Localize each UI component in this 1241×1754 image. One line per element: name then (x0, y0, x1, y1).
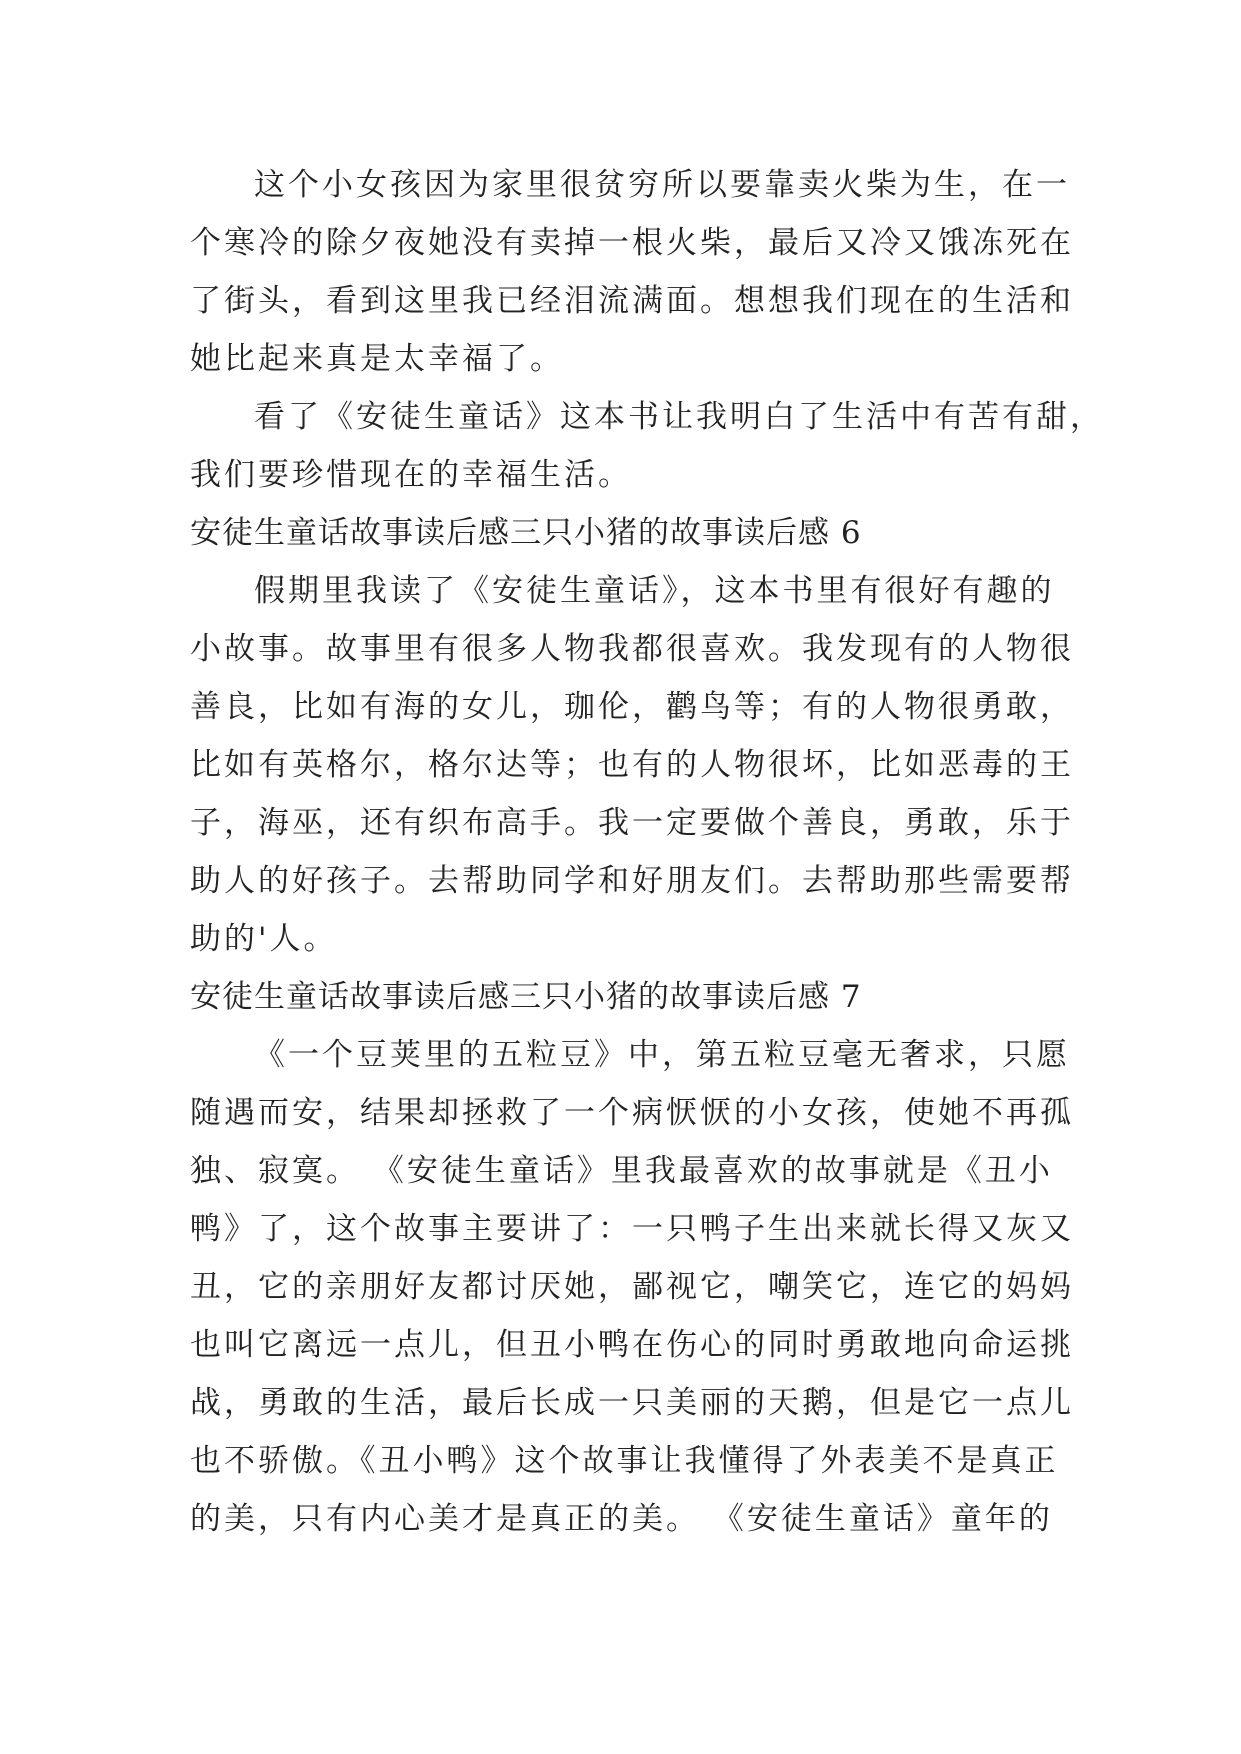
heading-text: 安徒生童话故事读后感三只小猪的故事读后感 6 (190, 515, 862, 551)
text-line: 子，海巫，还有织布高手。我一定要做个善良，勇敢，乐于 (190, 805, 1074, 841)
paragraph (190, 1026, 1074, 1548)
text-line: 个寒冷的除夕夜她没有卖掉一根火柴，最后又冷又饿冻死在 (190, 225, 1074, 261)
text-line: 的美，只有内心美才是真正的美。 《安徒生童话》童年的 (190, 1501, 1053, 1537)
text-line: 独、寂寞。 《安徒生童话》里我最喜欢的故事就是《丑小 (190, 1153, 1053, 1189)
text-line: 比如有英格尔，格尔达等；也有的人物很坏，比如恶毒的王 (190, 747, 1074, 783)
text-line: 这个小女孩因为家里很贫穷所以要靠卖火柴为生，在一 (254, 167, 1070, 203)
text-line: 鸭》了，这个故事主要讲了：一只鸭子生出来就长得又灰又 (190, 1211, 1074, 1247)
section-heading (190, 504, 1070, 562)
text-line: 助的'人。 (190, 921, 338, 957)
text-line: 我们要珍惜现在的幸福生活。 (190, 457, 632, 493)
paragraph (190, 156, 1074, 388)
text-line: 看了《安徒生童话》这本书让我明白了生活中有苦有甜， (254, 399, 1104, 435)
text-line: 丑，它的亲朋好友都讨厌她，鄙视它，嘲笑它，连它的妈妈 (190, 1269, 1074, 1305)
text-line: 战，勇敢的生活，最后长成一只美丽的天鹅，但是它一点儿 (190, 1385, 1074, 1421)
text-line: 《一个豆荚里的五粒豆》中，第五粒豆毫无奢求，只愿 (254, 1037, 1070, 1073)
text-line: 也叫它离远一点儿，但丑小鸭在伤心的同时勇敢地向命运挑 (190, 1327, 1074, 1363)
text-line: 小故事。故事里有很多人物我都很喜欢。我发现有的人物很 (190, 631, 1074, 667)
text-line: 助人的好孩子。去帮助同学和好朋友们。去帮助那些需要帮 (190, 863, 1074, 899)
text-line: 善良，比如有海的女儿，珈伦，鹳鸟等；有的人物很勇敢， (190, 689, 1074, 725)
text-line: 了街头，看到这里我已经泪流满面。想想我们现在的生活和 (190, 283, 1074, 319)
text-line: 也不骄傲。《丑小鸭》这个故事让我懂得了外表美不是真正 (190, 1443, 1059, 1479)
section-heading (190, 968, 1070, 1026)
heading-text: 安徒生童话故事读后感三只小猪的故事读后感 7 (190, 979, 862, 1015)
text-line: 她比起来真是太幸福了。 (190, 341, 564, 377)
text-line: 随遇而安，结果却拯救了一个病恹恹的小女孩，使她不再孤 (190, 1095, 1074, 1131)
document-body (190, 156, 1104, 1548)
paragraph (190, 388, 1104, 504)
text-line: 假期里我读了《安徒生童话》，这本书里有很好有趣的 (254, 573, 1055, 609)
paragraph (190, 562, 1074, 968)
